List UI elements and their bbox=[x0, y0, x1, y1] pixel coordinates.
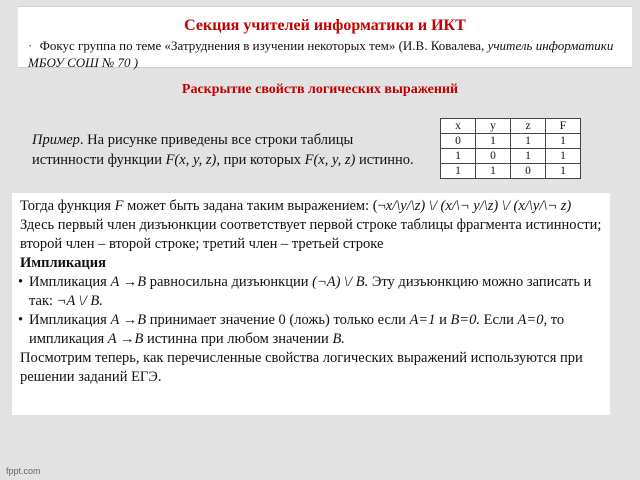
implication-bullet-1 bbox=[20, 273, 602, 311]
truth-table-row bbox=[441, 164, 581, 179]
truth-table-row bbox=[441, 134, 581, 149]
truth-table-cell: 0 bbox=[441, 134, 476, 149]
b2-expr5: A →B bbox=[107, 331, 144, 347]
bullet-dot: · bbox=[28, 38, 33, 53]
truth-table-header: z bbox=[511, 119, 546, 134]
example-text-3: истинно. bbox=[358, 152, 414, 168]
b2-text-a: Импликация bbox=[29, 312, 107, 328]
implication-bullet-2 bbox=[20, 311, 602, 349]
implication-heading: Импликация bbox=[20, 255, 106, 271]
b1-text-b: равносильна дизъюнкции bbox=[149, 274, 309, 290]
truth-table-cell: 1 bbox=[441, 149, 476, 164]
truth-table-cell: 1 bbox=[511, 149, 546, 164]
para1-text-a: Тогда функция bbox=[20, 198, 111, 214]
page-title: Секция учителей информатики и ИКТ bbox=[184, 17, 466, 34]
b2-expr3: B=0. bbox=[450, 312, 480, 328]
b2-expr4: A=0, bbox=[517, 312, 548, 328]
b2-text-b: принимает значение 0 (ложь) только если bbox=[149, 312, 406, 328]
truth-table bbox=[440, 118, 581, 179]
example-func-2: F(x, y, z) bbox=[304, 152, 356, 168]
truth-table-cell: 1 bbox=[546, 149, 581, 164]
footer-logo: fppt.com bbox=[6, 466, 41, 476]
b2-text-d: Если bbox=[483, 312, 514, 328]
example-text-2: , при которых bbox=[216, 152, 301, 168]
example-text-1: . На рисунке приведены все строки таблицы истинности функции bbox=[32, 132, 354, 168]
b1-text-c: Эту дизъюнкцию можно записать и так: bbox=[29, 274, 592, 309]
truth-table-cell: 1 bbox=[476, 164, 511, 179]
section-title: Раскрытие свойств логических выражений bbox=[181, 82, 459, 97]
b1-text-a: Импликация bbox=[29, 274, 107, 290]
para1-text-b: может быть задана таким выражением: (¬ bbox=[127, 198, 386, 214]
para1-expression: x/\y/\z) \/ (x/\¬ y/\z) \/ (x/\y/\¬ z) bbox=[385, 198, 572, 214]
truth-table-header: y bbox=[476, 119, 511, 134]
subtitle-main: Фокус группа по теме «Затруднения в изучении некоторых тем» (И.В. Ковалева, bbox=[39, 38, 485, 53]
example-label: Пример bbox=[32, 132, 80, 148]
truth-table-cell: 0 bbox=[511, 164, 546, 179]
example-text bbox=[32, 130, 422, 170]
paragraph-function bbox=[20, 197, 602, 216]
truth-table-cell: 1 bbox=[546, 134, 581, 149]
bullet-marker: • bbox=[18, 274, 24, 290]
truth-table-cell: 1 bbox=[511, 134, 546, 149]
para1-func: F bbox=[114, 198, 124, 214]
b1-expr2: (¬A) \/ B. bbox=[312, 274, 369, 290]
header-subtitle bbox=[28, 37, 628, 71]
truth-table-cell: 1 bbox=[476, 134, 511, 149]
b2-text-f: истинна при любом значении bbox=[146, 331, 329, 347]
b2-text-c: и bbox=[439, 312, 447, 328]
example-func-1: F(x, y, z) bbox=[165, 152, 217, 168]
paragraph-conclusion: Посмотрим теперь, как перечисленные свойства логических выражений используются при решении заданий ЕГЭ. bbox=[20, 350, 583, 385]
truth-table-header: F bbox=[546, 119, 581, 134]
b2-expr6: B. bbox=[332, 331, 345, 347]
b2-expr2: A=1 bbox=[409, 312, 436, 328]
truth-table-cell: 1 bbox=[546, 164, 581, 179]
b1-expr: A →B bbox=[110, 274, 147, 290]
paragraph-explanation: Здесь первый член дизъюнкции соответствует первой строке таблицы фрагмента истинности; второй член – второй строке; третий член – третьей строке bbox=[20, 217, 602, 252]
truth-table-header-row bbox=[441, 119, 581, 134]
b1-expr3: ¬A \/ B. bbox=[56, 293, 103, 309]
truth-table-header: x bbox=[441, 119, 476, 134]
bullet-marker: • bbox=[18, 312, 24, 328]
b2-text-e: то импликация bbox=[29, 312, 565, 347]
header-panel bbox=[18, 6, 632, 68]
truth-table-row bbox=[441, 149, 581, 164]
truth-table-cell: 1 bbox=[441, 164, 476, 179]
truth-table-cell: 0 bbox=[476, 149, 511, 164]
main-text-panel bbox=[12, 193, 610, 415]
subtitle-author: учитель информатики МБОУ СОШ № 70 ) bbox=[28, 38, 614, 70]
b2-expr: A →B bbox=[110, 312, 147, 328]
